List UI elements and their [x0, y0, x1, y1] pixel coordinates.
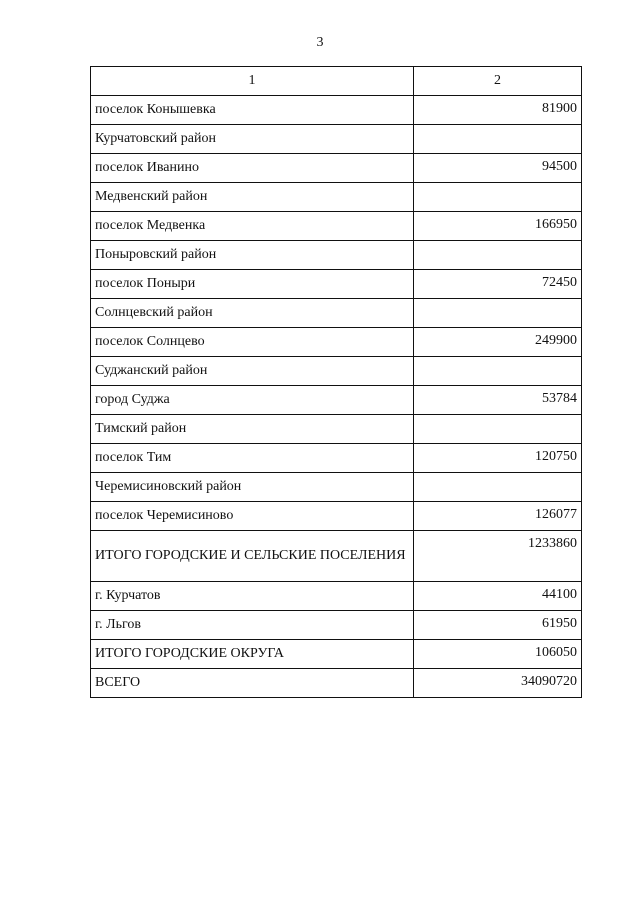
row-name: Солнцевский район [91, 299, 414, 328]
table-row [91, 531, 582, 582]
row-value: 120750 [414, 444, 582, 473]
table-row [91, 502, 582, 531]
table-row [91, 611, 582, 640]
row-name: поселок Поныри [91, 270, 414, 299]
table-row [91, 640, 582, 669]
row-name: Тимский район [91, 415, 414, 444]
table-row [91, 154, 582, 183]
row-value: 126077 [414, 502, 582, 531]
row-name: поселок Конышевка [91, 96, 414, 125]
row-value: 1233860 [414, 531, 582, 582]
table-row [91, 212, 582, 241]
row-name: поселок Медвенка [91, 212, 414, 241]
table-row [91, 357, 582, 386]
row-name: поселок Иванино [91, 154, 414, 183]
row-name: г. Льгов [91, 611, 414, 640]
row-name: Черемисиновский район [91, 473, 414, 502]
row-name: Суджанский район [91, 357, 414, 386]
row-name: поселок Черемисиново [91, 502, 414, 531]
row-name: Медвенский район [91, 183, 414, 212]
row-value: 61950 [414, 611, 582, 640]
table-row [91, 270, 582, 299]
row-value: 72450 [414, 270, 582, 299]
table-header-row [91, 67, 582, 96]
row-name: Курчатовский район [91, 125, 414, 154]
row-value [414, 415, 582, 444]
row-name: ВСЕГО [91, 669, 414, 698]
row-name: Поныровский район [91, 241, 414, 270]
table-row [91, 582, 582, 611]
row-value: 249900 [414, 328, 582, 357]
row-value [414, 183, 582, 212]
row-value [414, 125, 582, 154]
row-value: 94500 [414, 154, 582, 183]
table-row [91, 96, 582, 125]
table-row [91, 473, 582, 502]
row-value [414, 241, 582, 270]
row-value: 44100 [414, 582, 582, 611]
table-row [91, 241, 582, 270]
row-name: поселок Тим [91, 444, 414, 473]
row-value [414, 357, 582, 386]
row-name: г. Курчатов [91, 582, 414, 611]
table-row [91, 328, 582, 357]
page-number: 3 [316, 35, 324, 50]
table-row [91, 125, 582, 154]
table-row [91, 386, 582, 415]
row-name: ИТОГО ГОРОДСКИЕ И СЕЛЬСКИЕ ПОСЕЛЕНИЯ [91, 531, 414, 582]
table-row [91, 444, 582, 473]
row-value: 166950 [414, 212, 582, 241]
table-row [91, 183, 582, 212]
row-value: 81900 [414, 96, 582, 125]
data-table [90, 66, 582, 698]
table-row [91, 669, 582, 698]
column-header-1: 1 [91, 67, 414, 96]
row-value: 106050 [414, 640, 582, 669]
row-name: ИТОГО ГОРОДСКИЕ ОКРУГА [91, 640, 414, 669]
row-value: 53784 [414, 386, 582, 415]
table-row [91, 299, 582, 328]
row-name: поселок Солнцево [91, 328, 414, 357]
row-name: город Суджа [91, 386, 414, 415]
table-row [91, 415, 582, 444]
column-header-2: 2 [414, 67, 582, 96]
row-value [414, 473, 582, 502]
row-value [414, 299, 582, 328]
row-value: 34090720 [414, 669, 582, 698]
